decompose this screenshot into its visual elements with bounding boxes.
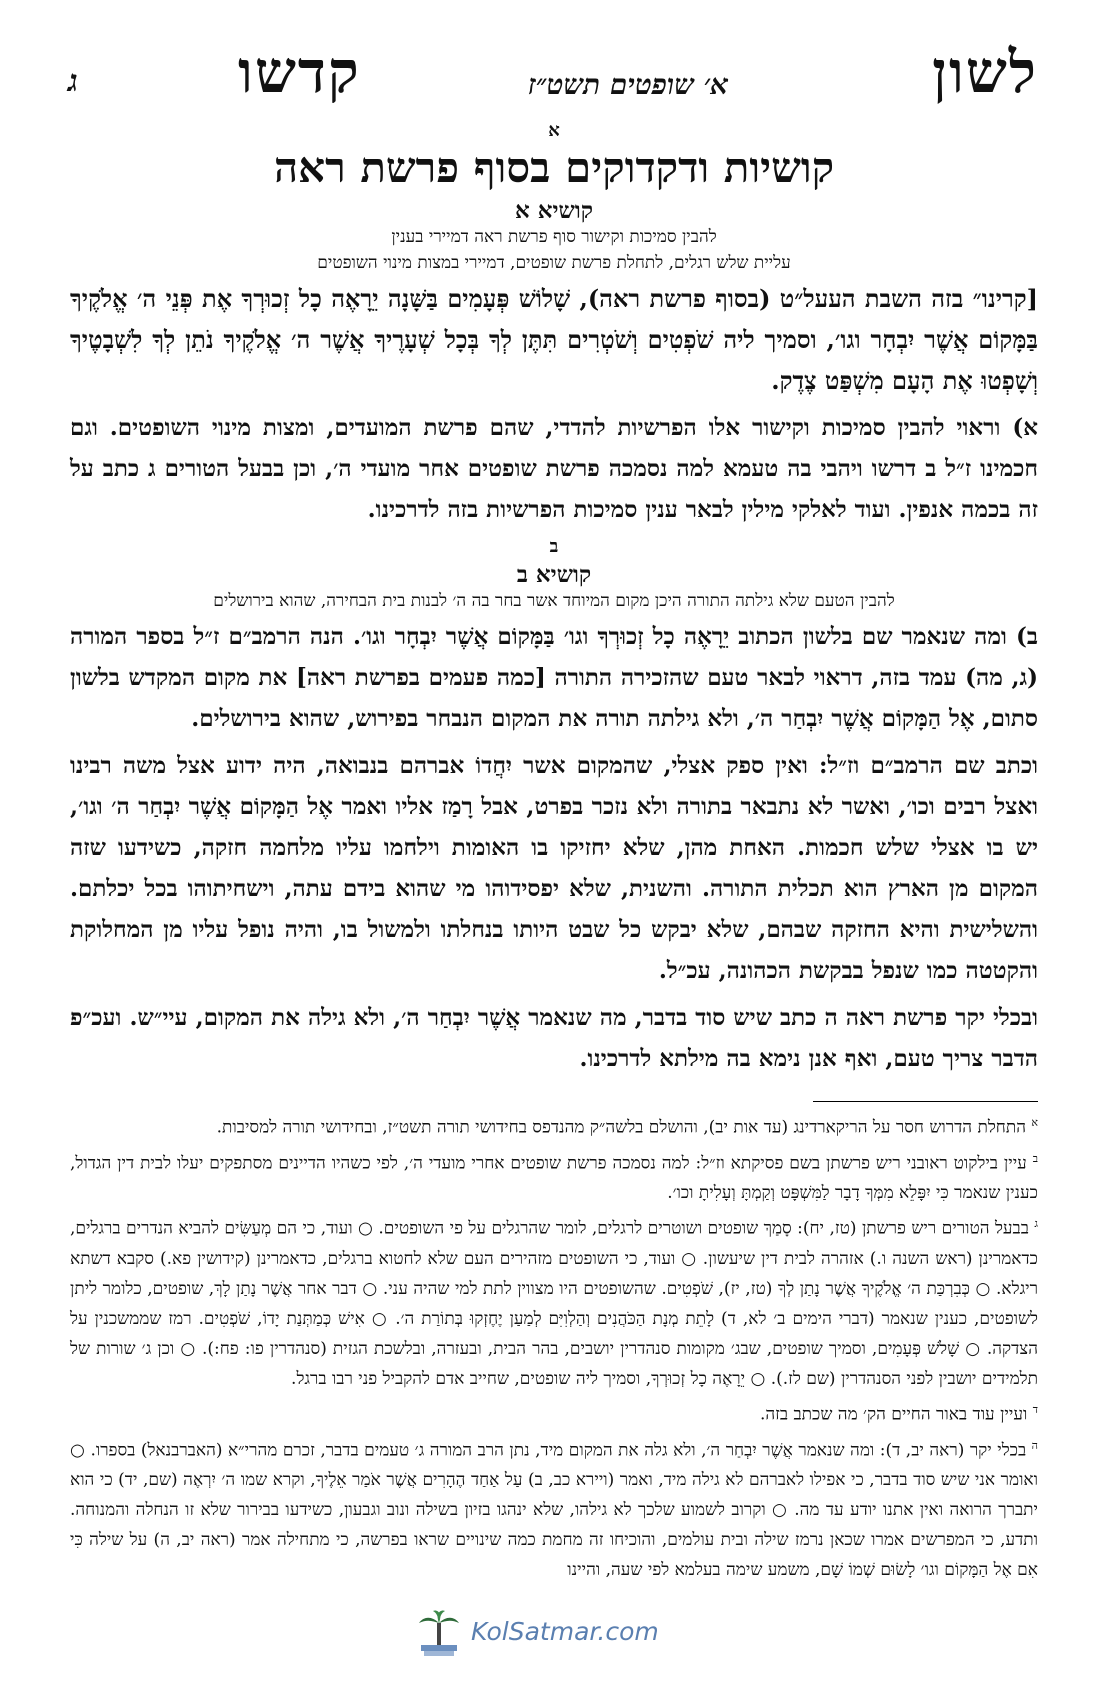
footnote-text: עיין בילקוט ראובני ריש פרשתן בשם פסיקתא וז״ל: למה נסמכה פרשת שופטים אחרי מועדי ה׳, לפי כשהיו הדיינים מסתפקים יעלו לבית דין הגדול, כענין שנאמר כִּי יִפָּלֵא מִמְּךָ דָבָר לַמִּשְׁפָּט וְקַמְתָּ וְעָלִיתָ וכו׳.	[70, 1153, 1038, 1204]
footnote-text: התחלת הדרוש חסר על הריקארדינג (עד אות יב), והושלם בלשה״ק מהנדפס בחידושי תורה תשט״ז, ובחידושי תורה למסיבות.	[216, 1117, 1026, 1138]
header-brand-right: לשון	[932, 38, 1038, 106]
footnote-mark: ד	[1032, 1402, 1038, 1416]
question-2-subtitle: להבין הטעם שלא גילתה התורה היכן מקום המיוחד אשר בחר בה ה׳ לבנות בית הבחירה, שהוא בירושלים	[213, 591, 895, 611]
palm-tree-books-icon	[415, 1607, 463, 1659]
header-brand-left: קדשו	[238, 38, 361, 106]
paragraph-a: א) וראוי להבין סמיכות וקישור אלו הפרשיות להדדי, שהם פרשת המועדים, ומצות מינוי השופטים. וגם חכמינו ז״ל ב דרשו ויהבי בה טעמא למה נסמכה פרשת שופטים אחר מועדי ה׳, וכן בבעל הטורים ג כתב על זה בכמה אנפין. ועוד לאלקי מילין לבאר ענין סמיכות הפרשיות בזה לדרכינו.	[70, 414, 1038, 523]
footnote-text: בכלי יקר (ראה יב, ד): ומה שנאמר אֲשֶׁר יִבְחַר ה׳, ולא גלה את המקום מיד, נתן הרב המורה ג׳ טעמים בדבר, זכרם מהרי״א (האברבנאל) בספרו. ○ ואומר אני שיש סוד בדבר, כי אפילו לאברהם לא גילה מיד, ואמר (ויירא כב, ב) עַל אַחַד הֶהָרִים אֲשֶׁר אֹמַר אֵלֶיךָ, וקרא שמו ה׳ יִרְאֶה (שם, יד) כי הוא יתברך הרואה ואין אתנו יודע עד מה. ○ וקרוב לשמוע שלכך לא גילהו, שלא ינהגו בזיון בשילה ונוב וגבעון, כשידעו בבירור שלא זו הנחלה והמנוחה. ותדע, כי המפרשים אמרו שכאן נרמז שילה ובית עולמים, והוכיחו זה מחמת כמה שינויים שראו בפרשה, כי מתחילה אמר (ראה יב, ה) על שילה כִּי אִם אֶל הַמָּקוֹם וגו׳ לָשׂוּם שְׁמוֹ שָׁם, משמע שימה בעלמא לפי שעה, והיינו	[70, 1440, 1038, 1581]
header-date: א׳ שופטים תשט״ז	[528, 68, 729, 101]
paragraph-kli-yakar: ובכלי יקר פרשת ראה ה כתב שיש סוד בדבר, מה שנאמר אֲשֶׁר יִבְחַר ה׳, ולא גילה את המקום, עיי״ש. ועכ״פ הדבר צריך טעם, ואף אנן נימא בה מילתא לדרכינו.	[70, 1004, 1038, 1072]
section-mark: א	[548, 120, 560, 141]
footnote-text: ועיין עוד באור החיים הק׳ מה שכתב בזה.	[759, 1404, 1028, 1425]
footnote-divider	[813, 1101, 1038, 1102]
section-mark-2: ב	[549, 536, 559, 557]
question-2-heading: קושיא ב	[516, 561, 592, 588]
page-number: ג	[68, 64, 78, 99]
footnote-text: בבעל הטורים ריש פרשתן (טז, יח): סָמַךְ שופטים ושוטרים לרגלים, לומר שהרגלים על פי השופטים. ○ ועוד, כי הם מְעַשִּׂים להביא הנדרים ברגלים, כדאמרינן (ראש השנה ו.) אזהרה לבית דין שיעשון. ○ ועוד, כי השופטים מזהירים העם שלא לחטוא ברגלים, כדאמרינן (קידושין פא.) סקבא דשתא ריגלא. ○ כְּבִרְכַּת ה׳ אֱלֹקֶיךָ אֲשֶׁר נָתַן לְךָ (טז, יז), שֹׁפְטִים. שהשופטים היו מצווין לתת למי שהיה עני. ○ דבר אחר אֲשֶׁר נָתַן לָךְ, שופטים, כלומר ליתן לשופטים, כענין שנאמר (דברי הימים ב׳ לא, ד) לָתֵת מְנָת הַכֹּהֲנִים וְהַלְוִיִּם לְמַעַן יֶחֶזְקוּ בְּתוֹרַת ה׳. ○ אִישׁ כְּמַתְּנַת יָדוֹ, שֹׁפְטִים. רמז שממשכנין על הצדקה. ○ שָׁלֹשׁ פְּעָמִים, וסמיך שופטים, שבג׳ מקומות סנהדרין יושבים, בהר הבית, ובעזרה, ובלשכת הגזית (סנהדרין פו: פח:). ○ וכן ג׳ שורות של תלמידים יושבין לפני הסנהדרין (שם לז.). ○ יֵרָאֶה כָל זְכוּרְךָ, וסמיך ליה שופטים, שחייב אדם להקביל פני רבו ברגל.	[70, 1218, 1038, 1389]
footnotes	[70, 1108, 1038, 1585]
footnote-mark: א	[1031, 1116, 1038, 1129]
footnote	[70, 1108, 1038, 1143]
main-text	[70, 120, 1038, 1586]
paragraph-rambam: וכתב שם הרמב״ם וז״ל: ואין ספק אצלי, שהמקום אשר יִחֲדוֹ אברהם בנבואה, היה ידוע אצל משה רבינו ואצל רבים וכו׳, ואשר לא נתבאר בתורה ולא נזכר בפרט, אבל רָמַז אליו ואמר אֶל הַמָּקוֹם אֲשֶׁר יִבְחַר ה׳ וגו׳, יש בו אצלי שלש חכמות. האחת מהן, שלא יחזיקו בו האומות וילחמו עליו מלחמה חזקה, כשידעו שזה המקום מן הארץ הוא תכלית התורה. והשנית, שלא יפסידוהו מי שהוא בידם עתה, וישחיתוהו בכל יכלתם. והשלישית והיא החזקה שבהם, שלא יבקש כל שבט היותו בנחלתו ולמשול בו, והיה נופל עליו מן המחלוקת והקטטה כמו שנפל בבקשת הכהונה, עכ״ל.	[70, 752, 1038, 984]
footnote	[70, 1395, 1038, 1430]
page-title: קושיות ודקדוקים בסוף פרשת ראה	[273, 143, 835, 192]
paragraph-intro: [קרינו״ בזה השבת העעל״ט (בסוף פרשת ראה), שָׁלוֹשׁ פְּעָמִים בַּשָּׁנָה יֵרָאֶה כָל זְכוּרְךָ אֶת פְּנֵי ה׳ אֱלֹקֶיךָ בַּמָּקוֹם אֲשֶׁר יִבְחָר וגו׳, וסמיך ליה שֹׁפְטִים וְשֹׁטְרִים תִּתֶּן לְךָ בְּכָל שְׁעָרֶיךָ אֲשֶׁר ה׳ אֱלֹקֶיךָ נֹתֵן לְךָ לִשְׁבָטֶיךָ וְשָׁפְטוּ אֶת הָעָם מִשְׁפַּט צֶדֶק.	[70, 284, 1039, 395]
question-1-subtitle-line-2: עליית שלש רגלים, לתחלת פרשת שופטים, דמיירי במצות מינוי השופטים	[317, 253, 791, 273]
footnote-mark: ה	[1031, 1438, 1038, 1452]
question-1-subtitle-line-1: להבין סמיכות וקישור סוף פרשת ראה דמיירי בענין	[391, 227, 717, 247]
question-1-heading: קושיא א	[514, 197, 594, 224]
footnote	[70, 1431, 1038, 1586]
footnote-mark: ג	[1034, 1217, 1038, 1231]
logo-text: KolSatmar.com	[471, 1617, 659, 1646]
paragraph-b: ב) ומה שנאמר שם בלשון הכתוב יֵרָאֶה כָל זְכוּרְךָ וגו׳ בַּמָּקוֹם אֲשֶׁר יִבְחָר וגו׳. הנה הרמב״ם ז״ל בספר המורה (ג, מה) עמד בזה, דראוי לבאר טעם שהזכירה התורה [כמה פעמים בפרשת ראה] את מקום המקדש בלשון סתום, אֶל הַמָּקוֹם אֲשֶׁר יִבְחַר ה׳, ולא גילתה תורה את המקום הנבחר בפירוש, שהוא בירושלים.	[70, 623, 1038, 732]
running-header	[68, 38, 1038, 108]
footnote-mark: ב	[1032, 1151, 1039, 1165]
footnote	[70, 1144, 1038, 1209]
kolsatmar-watermark	[415, 1605, 715, 1665]
footnote	[70, 1209, 1038, 1394]
